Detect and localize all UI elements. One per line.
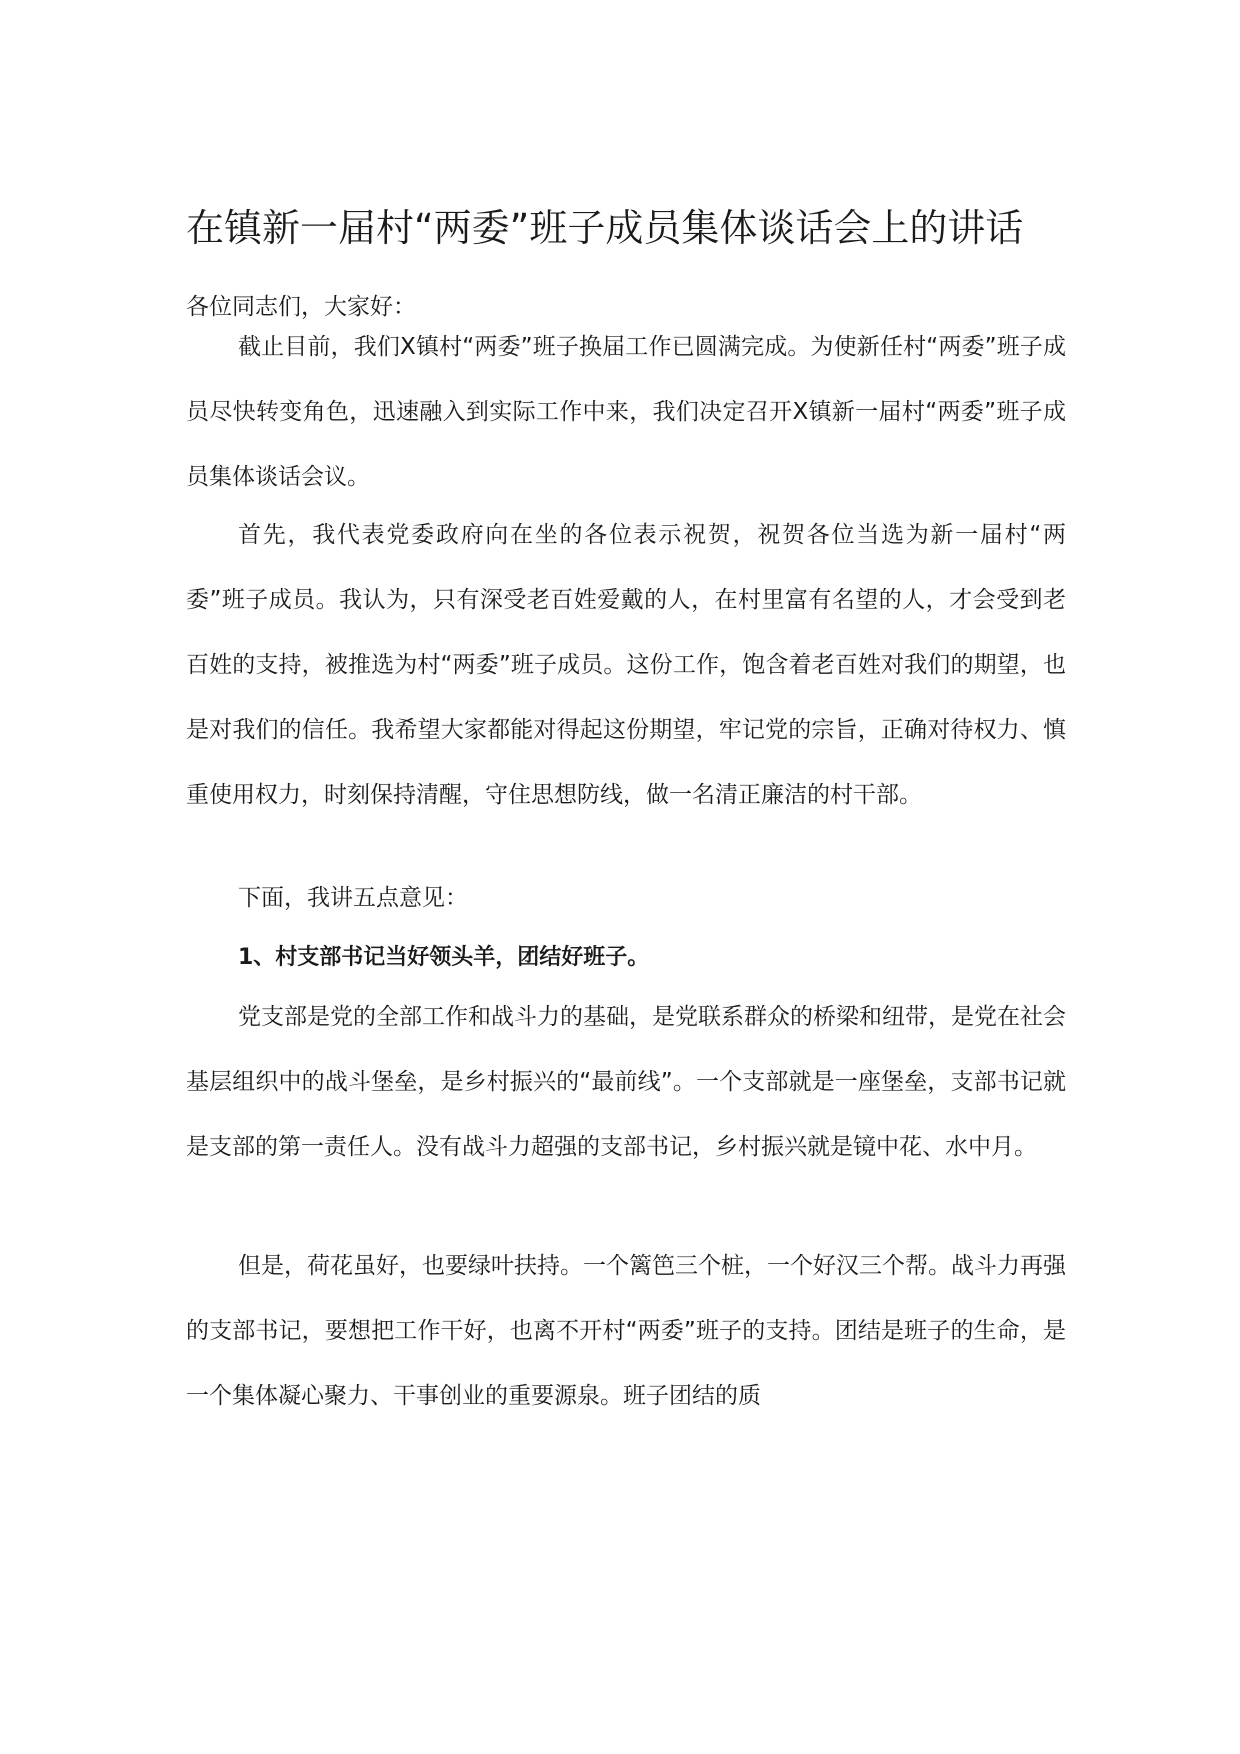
paragraph-team-unity: 但是，荷花虽好，也要绿叶扶持。一个篱笆三个桩，一个好汉三个帮。战斗力再强的支部书记，要想把工作干好，也离不开村“两委”班子的支持。团结是班子的生命，是一个集体凝心聚力、干事创业的重要源泉。班子团结的质 (186, 1253, 1066, 1409)
section-heading-1: 1、村支部书记当好领头羊，团结好班子。 (238, 945, 650, 970)
greeting: 各位同志们，大家好： (186, 294, 416, 320)
paragraph-five-points: 下面，我讲五点意见： (238, 885, 468, 911)
document-title: 在镇新一届村“两委”班子成员集体谈话会上的讲话 (186, 206, 1024, 250)
paragraph-party-branch: 党支部是党的全部工作和战斗力的基础，是党联系群众的桥梁和纽带，是党在社会基层组织中的战斗堡垒，是乡村振兴的“最前线”。一个支部就是一座堡垒，支部书记就是支部的第一责任人。没有战斗力超强的支部书记，乡村振兴就是镜中花、水中月。 (186, 1004, 1066, 1160)
paragraph-intro: 截止目前，我们X镇村“两委”班子换届工作已圆满完成。为使新任村“两委”班子成员尽快转变角色，迅速融入到实际工作中来，我们决定召开X镇新一届村“两委”班子成员集体谈话会议。 (186, 334, 1066, 490)
paragraph-congratulations: 首先，我代表党委政府向在坐的各位表示祝贺，祝贺各位当选为新一届村“两委”班子成员。我认为，只有深受老百姓爱戴的人，在村里富有名望的人，才会受到老百姓的支持，被推选为村“两委”班子成员。这份工作，饱含着老百姓对我们的期望，也是对我们的信任。我希望大家都能对得起这份期望，牢记党的宗旨，正确对待权力、慎重使用权力，时刻保持清醒，守住思想防线，做一名清正廉洁的村干部。 (186, 522, 1066, 808)
